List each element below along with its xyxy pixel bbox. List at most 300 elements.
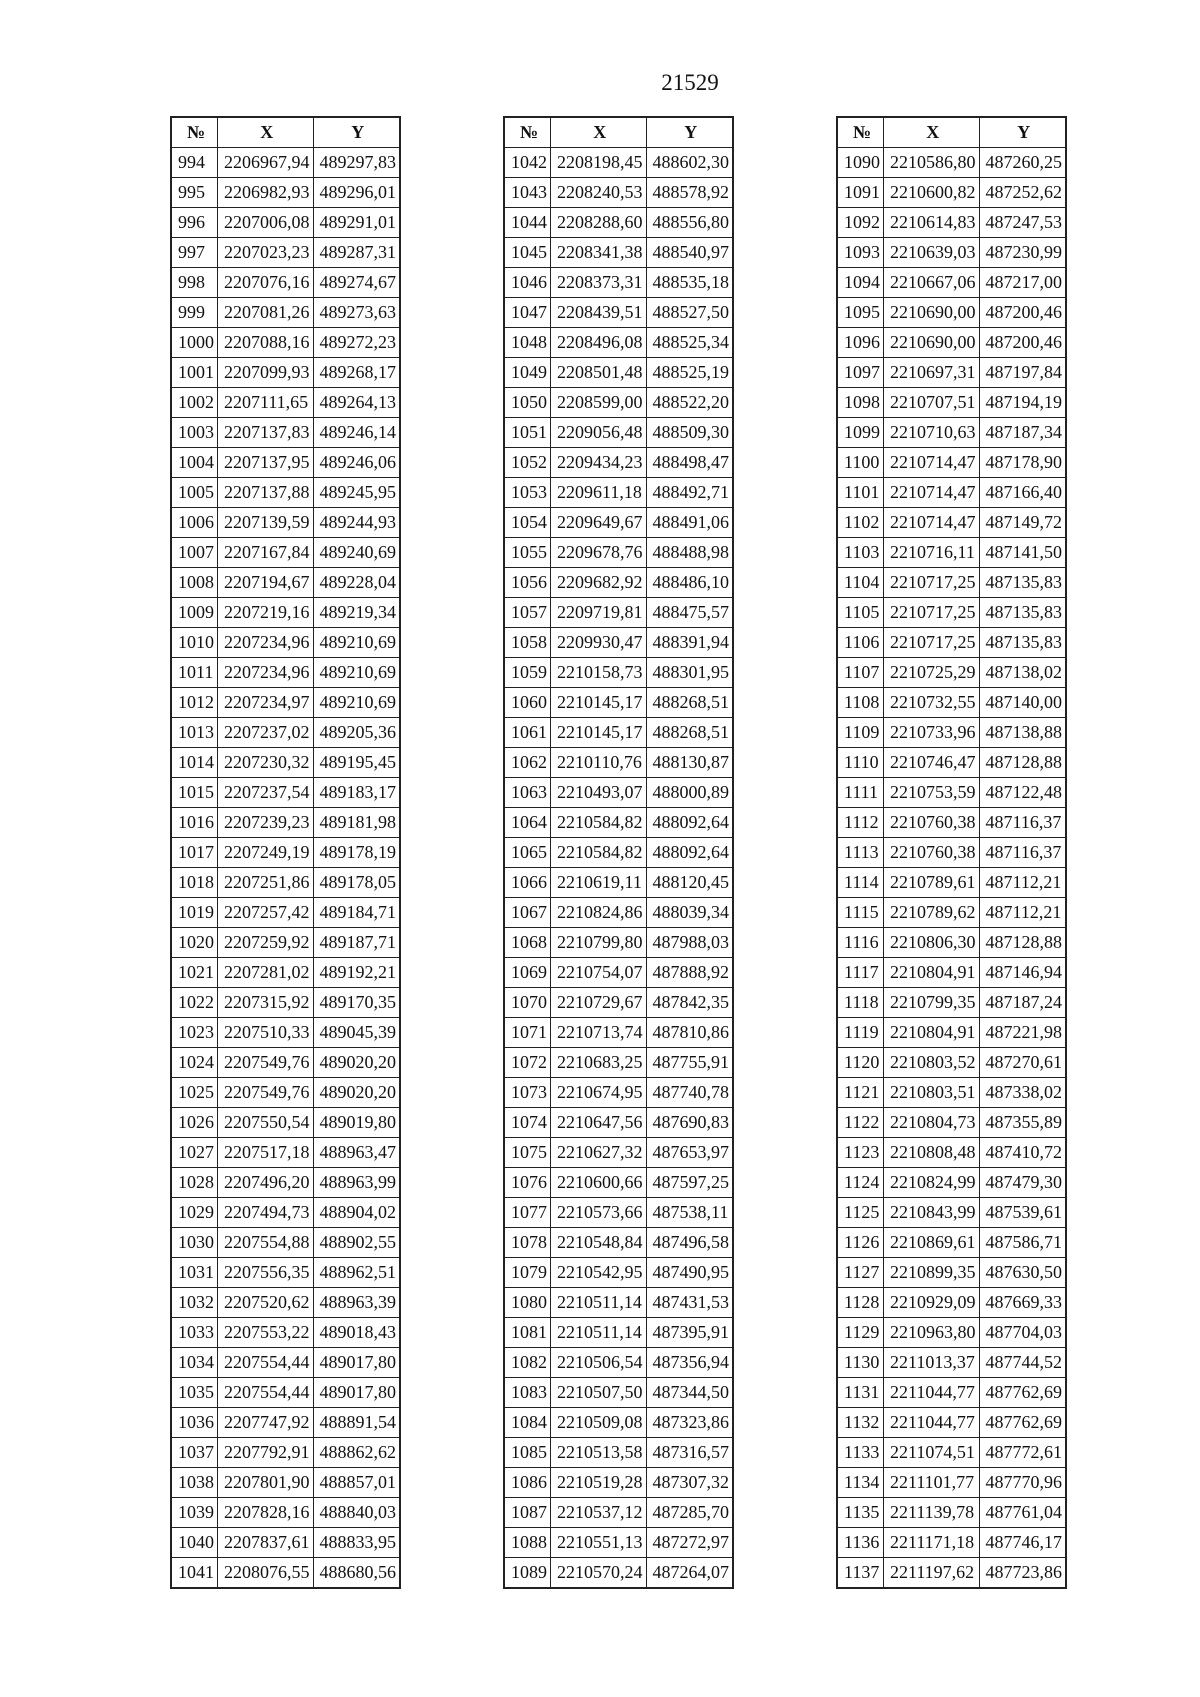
- cell-x: 2210714,47: [884, 448, 980, 478]
- cell-x: 2210729,67: [551, 988, 647, 1018]
- header-y: Y: [313, 117, 400, 148]
- table-row: [171, 1258, 400, 1288]
- table-row: [837, 1468, 1066, 1498]
- cell-x: 2210824,99: [884, 1168, 980, 1198]
- cell-y: 487264,07: [646, 1558, 733, 1589]
- cell-number: 1056: [504, 568, 551, 598]
- table-row: [171, 1318, 400, 1348]
- cell-x: 2207139,59: [218, 508, 314, 538]
- cell-x: 2210674,95: [551, 1078, 647, 1108]
- cell-y: 488491,06: [646, 508, 733, 538]
- cell-number: 1004: [171, 448, 218, 478]
- cell-number: 1066: [504, 868, 551, 898]
- cell-number: 1025: [171, 1078, 218, 1108]
- cell-x: 2210573,66: [551, 1198, 647, 1228]
- cell-y: 487761,04: [979, 1498, 1066, 1528]
- cell-number: 1074: [504, 1108, 551, 1138]
- cell-number: 1034: [171, 1348, 218, 1378]
- table-row: [504, 238, 733, 268]
- cell-y: 489264,13: [313, 388, 400, 418]
- page-number: 21529: [661, 70, 719, 95]
- table-row: [504, 148, 733, 178]
- cell-y: 488963,47: [313, 1138, 400, 1168]
- cell-number: 1029: [171, 1198, 218, 1228]
- cell-number: 1125: [837, 1198, 884, 1228]
- table-row: [171, 868, 400, 898]
- cell-y: 487842,35: [646, 988, 733, 1018]
- table-row: [504, 988, 733, 1018]
- table-row: [171, 718, 400, 748]
- cell-y: 489228,04: [313, 568, 400, 598]
- cell-number: 1008: [171, 568, 218, 598]
- table-row: [837, 838, 1066, 868]
- cell-x: 2208288,60: [551, 208, 647, 238]
- cell-number: 1031: [171, 1258, 218, 1288]
- cell-number: 1064: [504, 808, 551, 838]
- cell-x: 2210493,07: [551, 778, 647, 808]
- cell-y: 487200,46: [979, 298, 1066, 328]
- cell-x: 2210717,25: [884, 568, 980, 598]
- table-row: [171, 1108, 400, 1138]
- table-row: [837, 148, 1066, 178]
- cell-number: 1090: [837, 148, 884, 178]
- cell-y: 487762,69: [979, 1378, 1066, 1408]
- table-row: [504, 658, 733, 688]
- cell-x: 2210799,80: [551, 928, 647, 958]
- cell-x: 2210584,82: [551, 838, 647, 868]
- cell-y: 488535,18: [646, 268, 733, 298]
- cell-x: 2210690,00: [884, 298, 980, 328]
- cell-x: 2211197,62: [884, 1558, 980, 1589]
- cell-y: 487490,95: [646, 1258, 733, 1288]
- cell-x: 2210803,52: [884, 1048, 980, 1078]
- cell-number: 1045: [504, 238, 551, 268]
- cell-x: 2208373,31: [551, 268, 647, 298]
- header-number: №: [837, 117, 884, 148]
- cell-number: 1043: [504, 178, 551, 208]
- cell-number: 1026: [171, 1108, 218, 1138]
- cell-number: 1069: [504, 958, 551, 988]
- cell-y: 487762,69: [979, 1408, 1066, 1438]
- cell-x: 2207257,42: [218, 898, 314, 928]
- table-row: [171, 1408, 400, 1438]
- cell-x: 2207230,32: [218, 748, 314, 778]
- cell-number: 1037: [171, 1438, 218, 1468]
- cell-number: 1091: [837, 178, 884, 208]
- cell-x: 2209434,23: [551, 448, 647, 478]
- cell-y: 489045,39: [313, 1018, 400, 1048]
- table-row: [504, 268, 733, 298]
- cell-number: 1003: [171, 418, 218, 448]
- cell-number: 1006: [171, 508, 218, 538]
- cell-number: 1035: [171, 1378, 218, 1408]
- cell-y: 488120,45: [646, 868, 733, 898]
- cell-y: 488488,98: [646, 538, 733, 568]
- table-row: [171, 1198, 400, 1228]
- table-row: [171, 1468, 400, 1498]
- cell-x: 2210732,55: [884, 688, 980, 718]
- cell-x: 2207554,88: [218, 1228, 314, 1258]
- cell-x: 2208599,00: [551, 388, 647, 418]
- cell-x: 2210716,11: [884, 538, 980, 568]
- table-row: [504, 1138, 733, 1168]
- cell-number: 1086: [504, 1468, 551, 1498]
- table-row: [171, 328, 400, 358]
- table-row: [504, 568, 733, 598]
- cell-number: 1089: [504, 1558, 551, 1589]
- cell-y: 489195,45: [313, 748, 400, 778]
- cell-x: 2206967,94: [218, 148, 314, 178]
- cell-x: 2210714,47: [884, 508, 980, 538]
- cell-x: 2211044,77: [884, 1378, 980, 1408]
- cell-y: 489019,80: [313, 1108, 400, 1138]
- cell-x: 2207237,02: [218, 718, 314, 748]
- cell-y: 487149,72: [979, 508, 1066, 538]
- table-row: [171, 1498, 400, 1528]
- cell-y: 487122,48: [979, 778, 1066, 808]
- cell-number: 1121: [837, 1078, 884, 1108]
- cell-number: 1000: [171, 328, 218, 358]
- cell-x: 2210145,17: [551, 718, 647, 748]
- cell-x: 2210799,35: [884, 988, 980, 1018]
- table-row: [837, 1258, 1066, 1288]
- cell-number: 1081: [504, 1318, 551, 1348]
- table-header-row: [504, 117, 733, 148]
- cell-x: 2210586,80: [884, 148, 980, 178]
- cell-y: 489178,05: [313, 868, 400, 898]
- table-row: [837, 1198, 1066, 1228]
- table-row: [837, 808, 1066, 838]
- table-row: [504, 748, 733, 778]
- cell-x: 2210843,99: [884, 1198, 980, 1228]
- cell-x: 2207081,26: [218, 298, 314, 328]
- cell-number: 1027: [171, 1138, 218, 1168]
- cell-y: 487270,61: [979, 1048, 1066, 1078]
- table-row: [837, 928, 1066, 958]
- cell-y: 488391,94: [646, 628, 733, 658]
- cell-x: 2210804,91: [884, 1018, 980, 1048]
- cell-number: 1051: [504, 418, 551, 448]
- cell-number: 1058: [504, 628, 551, 658]
- cell-y: 489273,63: [313, 298, 400, 328]
- cell-x: 2211013,37: [884, 1348, 980, 1378]
- coordinate-table: [170, 116, 401, 1589]
- cell-x: 2211074,51: [884, 1438, 980, 1468]
- cell-x: 2211171,18: [884, 1528, 980, 1558]
- table-row: [837, 1528, 1066, 1558]
- cell-number: 1041: [171, 1558, 218, 1589]
- cell-number: 1061: [504, 718, 551, 748]
- cell-number: 1095: [837, 298, 884, 328]
- cell-x: 2208076,55: [218, 1558, 314, 1589]
- cell-x: 2209930,47: [551, 628, 647, 658]
- table-row: [171, 1048, 400, 1078]
- cell-x: 2210614,83: [884, 208, 980, 238]
- cell-y: 487344,50: [646, 1378, 733, 1408]
- cell-number: 1107: [837, 658, 884, 688]
- cell-y: 489240,69: [313, 538, 400, 568]
- cell-y: 487138,88: [979, 718, 1066, 748]
- cell-y: 487135,83: [979, 628, 1066, 658]
- cell-x: 2207137,95: [218, 448, 314, 478]
- cell-number: 995: [171, 178, 218, 208]
- cell-number: 1113: [837, 838, 884, 868]
- cell-x: 2207281,02: [218, 958, 314, 988]
- cell-y: 488492,71: [646, 478, 733, 508]
- cell-x: 2207553,22: [218, 1318, 314, 1348]
- cell-y: 487316,57: [646, 1438, 733, 1468]
- table-row: [171, 1228, 400, 1258]
- table-row: [171, 508, 400, 538]
- cell-number: 1103: [837, 538, 884, 568]
- cell-number: 1030: [171, 1228, 218, 1258]
- cell-x: 2206982,93: [218, 178, 314, 208]
- cell-number: 994: [171, 148, 218, 178]
- table-row: [504, 1558, 733, 1589]
- table-row: [171, 598, 400, 628]
- table-row: [171, 1348, 400, 1378]
- cell-y: 488475,57: [646, 598, 733, 628]
- cell-x: 2210899,35: [884, 1258, 980, 1288]
- cell-x: 2210619,11: [551, 868, 647, 898]
- cell-number: 1105: [837, 598, 884, 628]
- table-row: [171, 538, 400, 568]
- cell-x: 2210929,09: [884, 1288, 980, 1318]
- cell-number: 1054: [504, 508, 551, 538]
- cell-number: 1010: [171, 628, 218, 658]
- table-row: [171, 808, 400, 838]
- table-row: [504, 328, 733, 358]
- table-row: [837, 1288, 1066, 1318]
- cell-number: 1059: [504, 658, 551, 688]
- cell-x: 2207237,54: [218, 778, 314, 808]
- cell-x: 2207549,76: [218, 1078, 314, 1108]
- cell-x: 2209649,67: [551, 508, 647, 538]
- table-row: [171, 1378, 400, 1408]
- cell-y: 487770,96: [979, 1468, 1066, 1498]
- cell-y: 487338,02: [979, 1078, 1066, 1108]
- table-row: [504, 1438, 733, 1468]
- cell-x: 2210667,06: [884, 268, 980, 298]
- cell-x: 2207006,08: [218, 208, 314, 238]
- table-row: [837, 478, 1066, 508]
- cell-y: 487740,78: [646, 1078, 733, 1108]
- cell-y: 488578,92: [646, 178, 733, 208]
- cell-x: 2210507,50: [551, 1378, 647, 1408]
- cell-y: 487723,86: [979, 1558, 1066, 1589]
- cell-y: 488498,47: [646, 448, 733, 478]
- cell-number: 1077: [504, 1198, 551, 1228]
- cell-y: 489210,69: [313, 628, 400, 658]
- cell-number: 998: [171, 268, 218, 298]
- cell-y: 487496,58: [646, 1228, 733, 1258]
- cell-number: 1136: [837, 1528, 884, 1558]
- cell-y: 488000,89: [646, 778, 733, 808]
- cell-number: 1067: [504, 898, 551, 928]
- cell-number: 1102: [837, 508, 884, 538]
- cell-x: 2207167,84: [218, 538, 314, 568]
- cell-x: 2210584,82: [551, 808, 647, 838]
- cell-x: 2209678,76: [551, 538, 647, 568]
- cell-number: 1038: [171, 1468, 218, 1498]
- cell-number: 1032: [171, 1288, 218, 1318]
- cell-y: 487187,24: [979, 988, 1066, 1018]
- cell-number: 1119: [837, 1018, 884, 1048]
- table-row: [504, 1408, 733, 1438]
- cell-x: 2210570,24: [551, 1558, 647, 1589]
- table-row: [837, 1108, 1066, 1138]
- table-row: [171, 928, 400, 958]
- cell-y: 489219,34: [313, 598, 400, 628]
- cell-x: 2207088,16: [218, 328, 314, 358]
- cell-x: 2210707,51: [884, 388, 980, 418]
- cell-number: 1117: [837, 958, 884, 988]
- cell-number: 1022: [171, 988, 218, 1018]
- cell-y: 487217,00: [979, 268, 1066, 298]
- cell-y: 487146,94: [979, 958, 1066, 988]
- cell-number: 1018: [171, 868, 218, 898]
- table-row: [504, 838, 733, 868]
- cell-x: 2207510,33: [218, 1018, 314, 1048]
- cell-y: 489272,23: [313, 328, 400, 358]
- cell-x: 2207554,44: [218, 1378, 314, 1408]
- cell-x: 2210760,38: [884, 808, 980, 838]
- cell-number: 1111: [837, 778, 884, 808]
- table-row: [837, 1138, 1066, 1168]
- cell-number: 1098: [837, 388, 884, 418]
- coordinate-table: [836, 116, 1067, 1589]
- cell-x: 2210110,76: [551, 748, 647, 778]
- cell-y: 487135,83: [979, 598, 1066, 628]
- table-row: [171, 988, 400, 1018]
- cell-y: 487810,86: [646, 1018, 733, 1048]
- cell-x: 2210690,00: [884, 328, 980, 358]
- table-row: [837, 718, 1066, 748]
- cell-x: 2211044,77: [884, 1408, 980, 1438]
- cell-number: 1128: [837, 1288, 884, 1318]
- cell-x: 2210710,63: [884, 418, 980, 448]
- cell-x: 2210627,32: [551, 1138, 647, 1168]
- table-row: [171, 568, 400, 598]
- cell-y: 487630,50: [979, 1258, 1066, 1288]
- table-row: [171, 1138, 400, 1168]
- cell-y: 487138,02: [979, 658, 1066, 688]
- cell-number: 1126: [837, 1228, 884, 1258]
- cell-x: 2210713,74: [551, 1018, 647, 1048]
- coordinate-table: [503, 116, 734, 1589]
- cell-y: 488268,51: [646, 718, 733, 748]
- cell-number: 1055: [504, 538, 551, 568]
- cell-y: 489183,17: [313, 778, 400, 808]
- cell-x: 2207249,19: [218, 838, 314, 868]
- cell-y: 488525,19: [646, 358, 733, 388]
- cell-x: 2210537,12: [551, 1498, 647, 1528]
- table-row: [171, 148, 400, 178]
- table-row: [504, 1108, 733, 1138]
- table-row: [837, 1018, 1066, 1048]
- cell-y: 487112,21: [979, 898, 1066, 928]
- cell-y: 487356,94: [646, 1348, 733, 1378]
- cell-y: 488680,56: [313, 1558, 400, 1589]
- cell-number: 1083: [504, 1378, 551, 1408]
- cell-x: 2207747,92: [218, 1408, 314, 1438]
- cell-y: 487140,00: [979, 688, 1066, 718]
- cell-x: 2207234,96: [218, 658, 314, 688]
- table-row: [837, 748, 1066, 778]
- cell-y: 487128,88: [979, 928, 1066, 958]
- cell-number: 1015: [171, 778, 218, 808]
- cell-number: 1021: [171, 958, 218, 988]
- table-row: [171, 748, 400, 778]
- cell-number: 1078: [504, 1228, 551, 1258]
- cell-y: 488130,87: [646, 748, 733, 778]
- table-row: [837, 1168, 1066, 1198]
- cell-number: 1023: [171, 1018, 218, 1048]
- table-header-row: [171, 117, 400, 148]
- table-row: [837, 358, 1066, 388]
- cell-y: 487112,21: [979, 868, 1066, 898]
- cell-y: 489274,67: [313, 268, 400, 298]
- cell-y: 489020,20: [313, 1048, 400, 1078]
- table-row: [837, 1438, 1066, 1468]
- table-row: [504, 1228, 733, 1258]
- table-row: [171, 418, 400, 448]
- cell-y: 489246,14: [313, 418, 400, 448]
- cell-y: 487116,37: [979, 808, 1066, 838]
- cell-number: 1124: [837, 1168, 884, 1198]
- cell-number: 1110: [837, 748, 884, 778]
- cell-x: 2210804,91: [884, 958, 980, 988]
- table-row: [171, 688, 400, 718]
- cell-y: 488840,03: [313, 1498, 400, 1528]
- header-number: №: [171, 117, 218, 148]
- cell-number: 1129: [837, 1318, 884, 1348]
- table-row: [837, 388, 1066, 418]
- table-row: [504, 1198, 733, 1228]
- table-row: [504, 448, 733, 478]
- cell-x: 2207234,96: [218, 628, 314, 658]
- cell-number: 1131: [837, 1378, 884, 1408]
- cell-y: 488092,64: [646, 808, 733, 838]
- cell-y: 487669,33: [979, 1288, 1066, 1318]
- table-row: [504, 1288, 733, 1318]
- cell-y: 487355,89: [979, 1108, 1066, 1138]
- cell-x: 2207219,16: [218, 598, 314, 628]
- table-row: [171, 1168, 400, 1198]
- cell-x: 2207259,92: [218, 928, 314, 958]
- table-row: [504, 808, 733, 838]
- cell-number: 1062: [504, 748, 551, 778]
- cell-x: 2210697,31: [884, 358, 980, 388]
- table-row: [837, 538, 1066, 568]
- cell-number: 1133: [837, 1438, 884, 1468]
- cell-y: 487704,03: [979, 1318, 1066, 1348]
- cell-y: 487395,91: [646, 1318, 733, 1348]
- cell-x: 2210760,38: [884, 838, 980, 868]
- table-row: [171, 1018, 400, 1048]
- cell-number: 1092: [837, 208, 884, 238]
- table-row: [171, 388, 400, 418]
- cell-y: 487230,99: [979, 238, 1066, 268]
- table-row: [171, 658, 400, 688]
- table-row: [837, 1408, 1066, 1438]
- cell-x: 2210789,61: [884, 868, 980, 898]
- table-row: [171, 628, 400, 658]
- cell-x: 2210509,08: [551, 1408, 647, 1438]
- table-row: [837, 628, 1066, 658]
- table-row: [171, 1528, 400, 1558]
- table-row: [504, 868, 733, 898]
